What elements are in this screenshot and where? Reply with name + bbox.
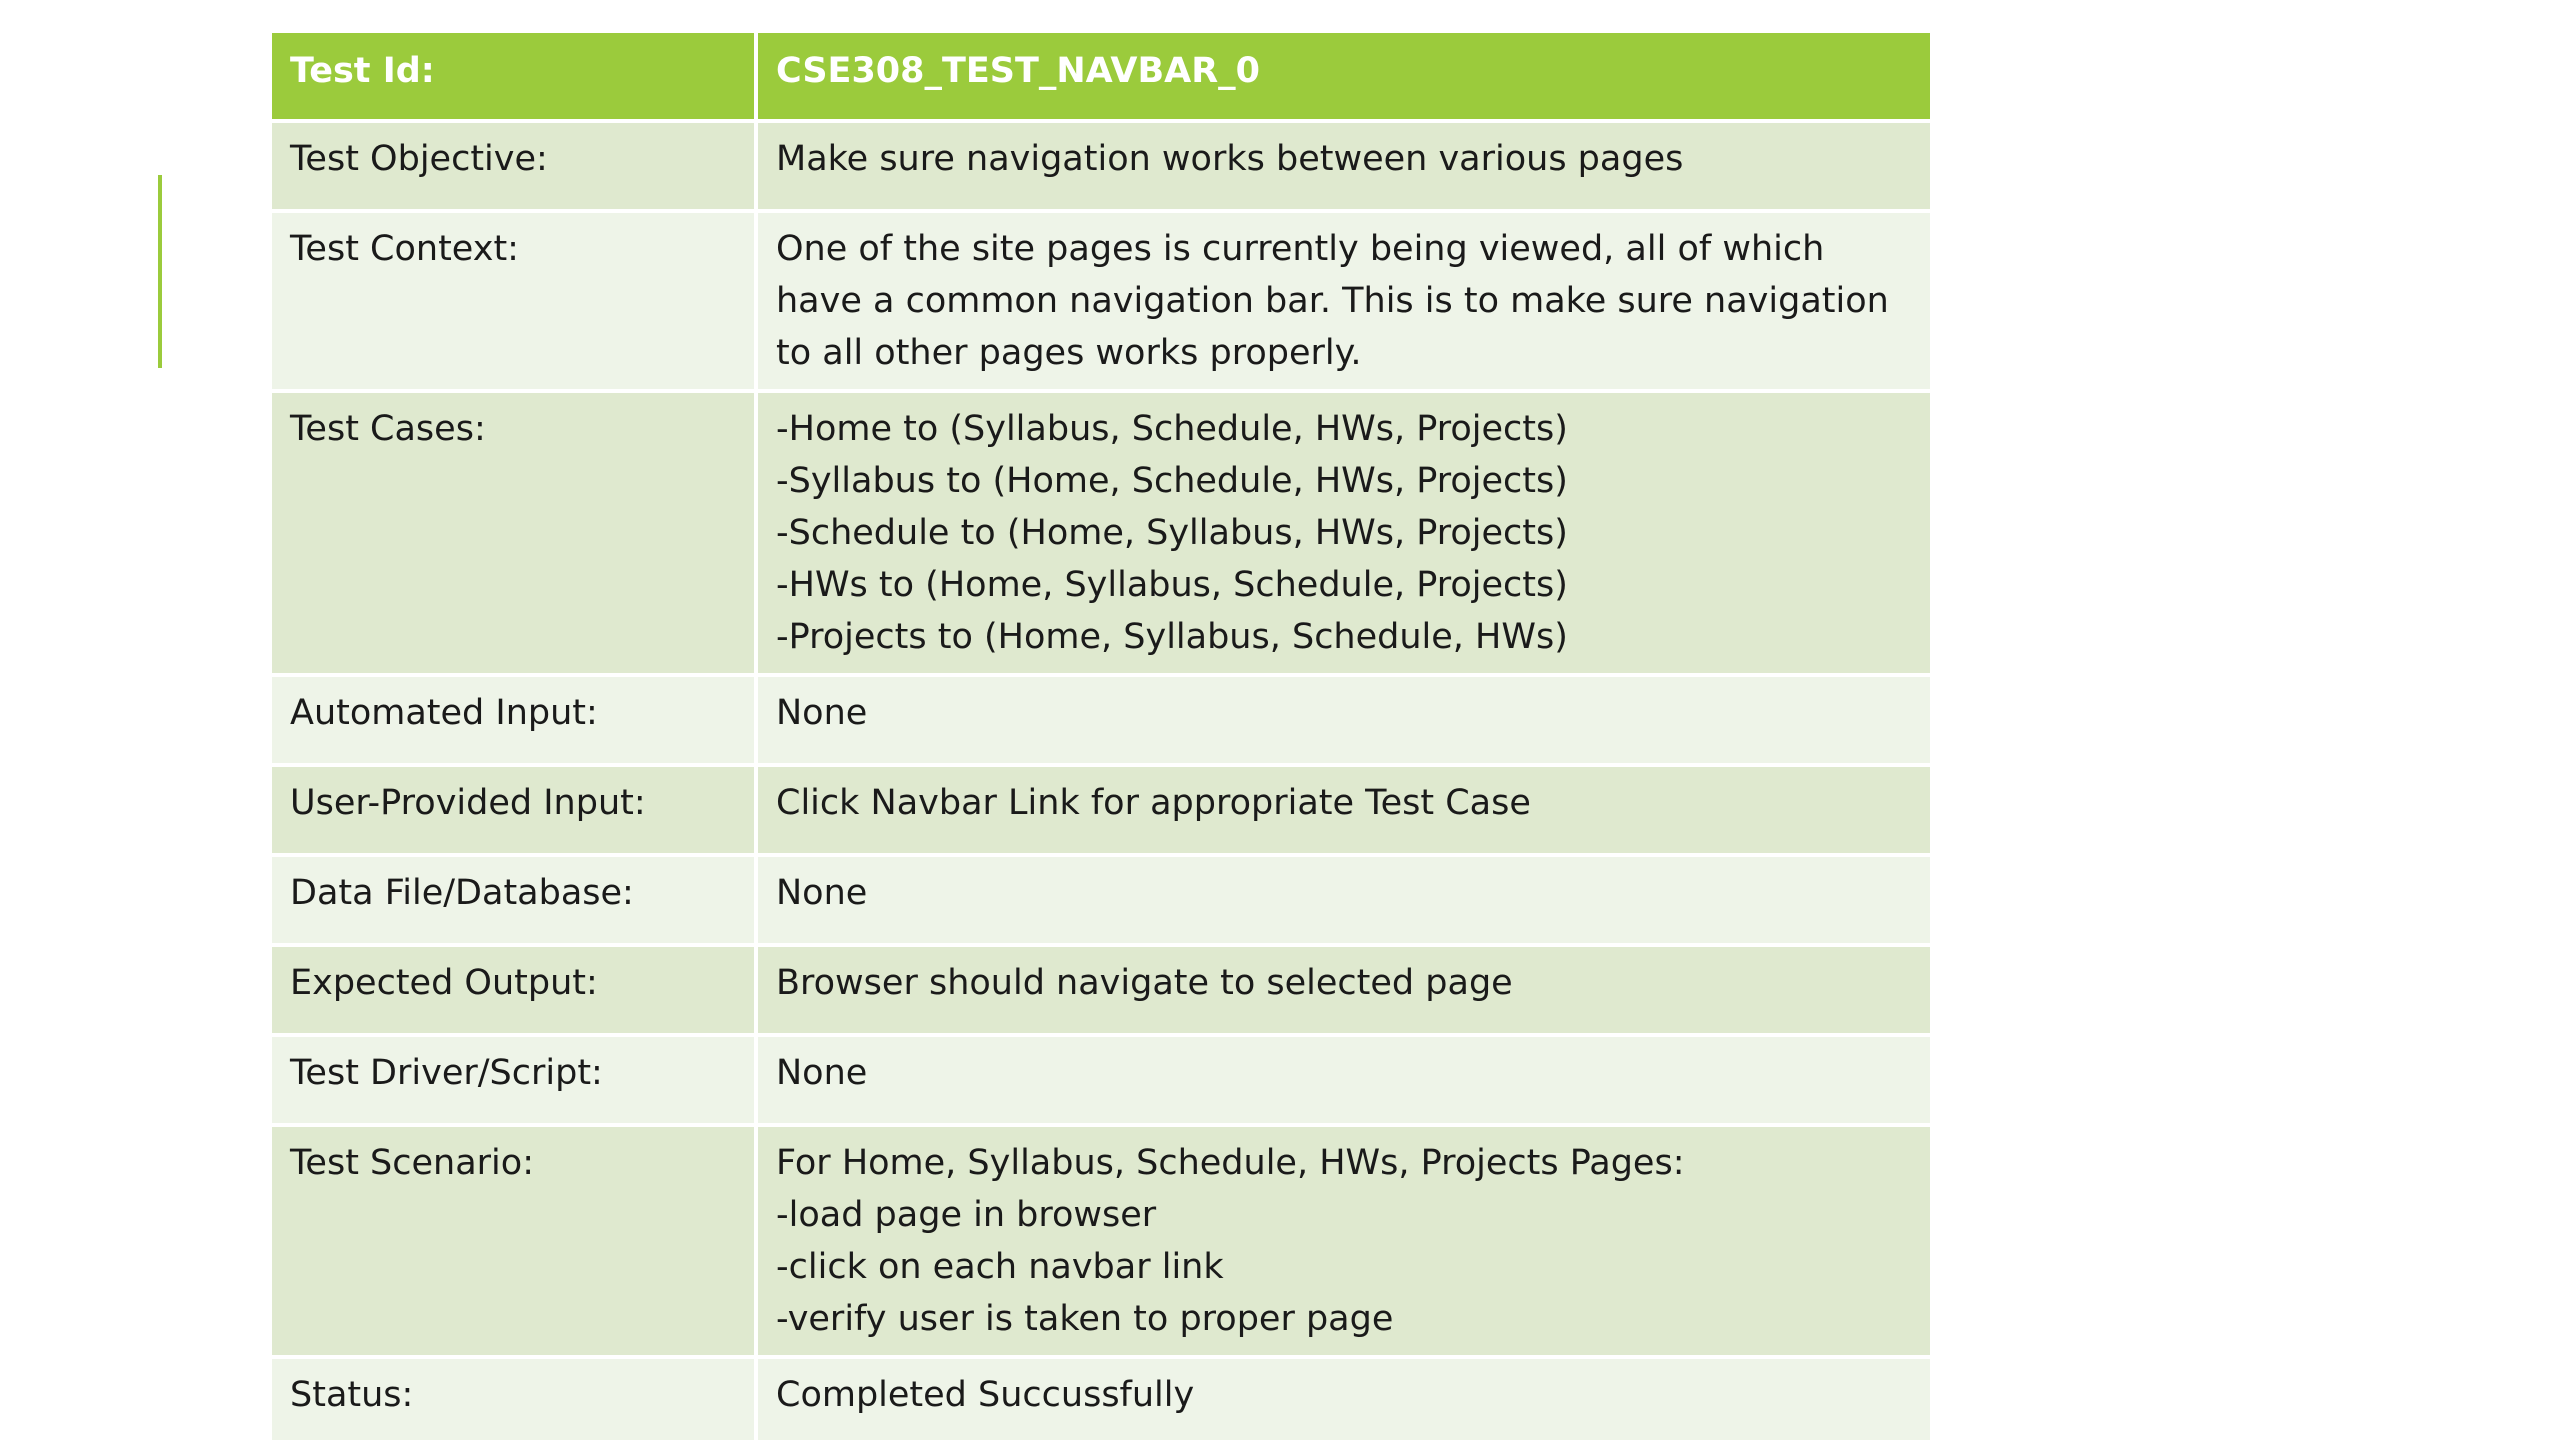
table-row: [270, 1035, 1932, 1125]
test-case-line: -HWs to (Home, Syllabus, Schedule, Projects): [776, 565, 1568, 605]
row-value-user-provided-input: Click Navbar Link for appropriate Test Case: [756, 765, 1932, 855]
row-value-data-file: None: [756, 855, 1932, 945]
row-label-status: Status:: [270, 1357, 756, 1440]
table-row: [270, 211, 1932, 391]
test-id-label: Test Id:: [270, 31, 756, 121]
test-id-value: CSE308_TEST_NAVBAR_0: [756, 31, 1932, 121]
row-label-test-scenario: Test Scenario:: [270, 1125, 756, 1357]
test-case-line: -Home to (Syllabus, Schedule, HWs, Projects): [776, 409, 1568, 449]
test-case-line: -Schedule to (Home, Syllabus, HWs, Projects): [776, 513, 1568, 553]
table-header-row: [270, 31, 1932, 121]
test-case-line: -Syllabus to (Home, Schedule, HWs, Projects): [776, 461, 1568, 501]
row-value-automated-input: None: [756, 675, 1932, 765]
test-case-table: [268, 29, 1934, 1440]
test-case-line: -Projects to (Home, Syllabus, Schedule, HWs): [776, 617, 1568, 657]
table-row: [270, 765, 1932, 855]
row-value-test-driver: None: [756, 1035, 1932, 1125]
table-row: [270, 1357, 1932, 1440]
row-value-test-context: [756, 211, 1932, 391]
row-label-data-file: Data File/Database:: [270, 855, 756, 945]
table-row: [270, 945, 1932, 1035]
test-scenario-line: -load page in browser: [776, 1195, 1157, 1235]
table-row: [270, 675, 1932, 765]
row-label-test-cases: Test Cases:: [270, 391, 756, 675]
row-label-automated-input: Automated Input:: [270, 675, 756, 765]
test-context-text: One of the site pages is currently being viewed, all of which have a common navigation bar. This is to make sure navigation to all other pages works properly.: [776, 229, 1889, 373]
row-label-user-provided-input: User-Provided Input:: [270, 765, 756, 855]
row-label-expected-output: Expected Output:: [270, 945, 756, 1035]
table-row: [270, 121, 1932, 211]
row-value-test-cases: [756, 391, 1932, 675]
row-value-test-scenario: [756, 1125, 1932, 1357]
table-row: [270, 391, 1932, 675]
row-label-test-driver: Test Driver/Script:: [270, 1035, 756, 1125]
table-row: [270, 855, 1932, 945]
slide-accent-bar: [158, 175, 162, 368]
row-value-test-objective: Make sure navigation works between various pages: [756, 121, 1932, 211]
test-scenario-line: -click on each navbar link: [776, 1247, 1224, 1287]
row-value-status: Completed Succussfully: [756, 1357, 1932, 1440]
row-label-test-objective: Test Objective:: [270, 121, 756, 211]
test-scenario-line: -verify user is taken to proper page: [776, 1299, 1394, 1339]
table-row: [270, 1125, 1932, 1357]
row-value-expected-output: Browser should navigate to selected page: [756, 945, 1932, 1035]
test-scenario-line: For Home, Syllabus, Schedule, HWs, Projects Pages:: [776, 1143, 1685, 1183]
row-label-test-context: Test Context:: [270, 211, 756, 391]
